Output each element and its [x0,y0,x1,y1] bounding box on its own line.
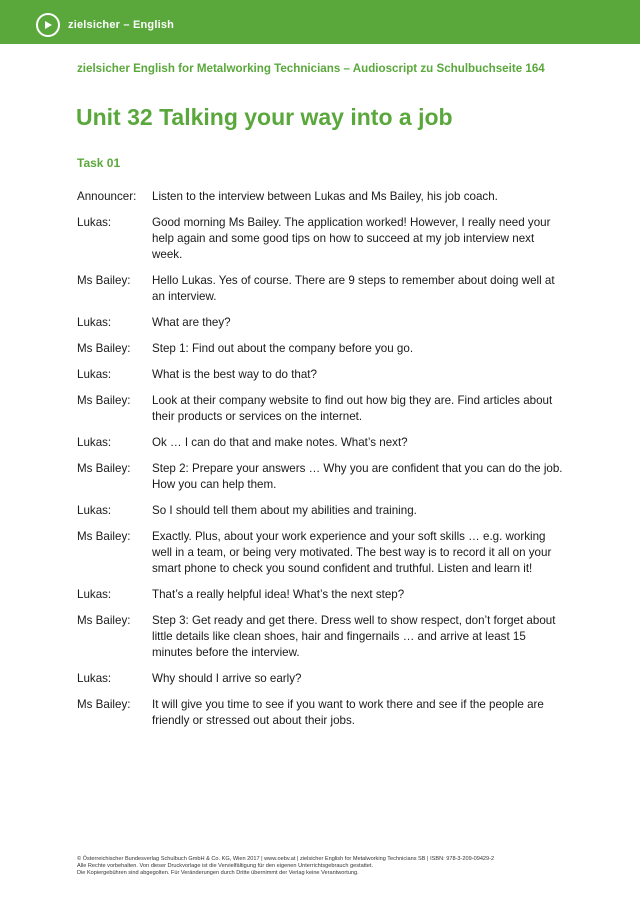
dialogue-line [77,273,567,305]
task-label: Task 01 [77,156,121,170]
dialogue-line [77,215,567,263]
speaker-name: Lukas: [77,216,112,229]
dialogue-line [77,587,567,603]
utterance-text: Look at their company website to find out how big they are. Find articles about their products or services on the internet. [152,394,553,423]
utterance-text: Ok … I can do that and make notes. What’s next? [152,436,408,449]
dialogue-line [77,697,567,729]
speaker-name: Ms Bailey: [77,274,131,287]
utterance-text: Why should I arrive so early? [152,672,302,685]
copyright-footer [77,856,577,878]
speaker-name: Lukas: [77,672,112,685]
brand-logo [36,12,174,38]
speaker-name: Announcer: [77,190,137,203]
utterance-text: Hello Lukas. Yes of course. There are 9 steps to remember about doing well at an interview. [152,274,555,303]
logo-text: zielsicher – English [68,19,175,31]
dialogue-line [77,435,567,451]
dialogue-line [77,503,567,519]
utterance-text: Step 2: Prepare your answers … Why you are confident that you can do the job. How you can help them. [152,462,563,491]
dialogue-line [77,341,567,357]
footer-line: Die Kopiergebühren sind abgegolten. Für Veränderungen durch Dritte übernimmt der Verlag keine Verantwortung. [77,870,359,877]
speaker-name: Lukas: [77,436,112,449]
speaker-name: Ms Bailey: [77,614,131,627]
footer-line: © Österreichischer Bundesverlag Schulbuch GmbH & Co. KG, Wien 2017 | www.oebv.at | zielsicher English for Metalworking Technicians SB | ISBN: 978-3-209-09429-2 [77,856,495,862]
dialogue-line [77,529,567,577]
footer-line: Alle Rechte vorbehalten. Von dieser Druckvorlage ist die Vervielfältigung für den eigenen Unterrichtsgebrauch gestattet. [77,863,374,870]
utterance-text: Exactly. Plus, about your work experience and your soft skills … e.g. working well in a team, or being very motivated. The best way is to record it all on your smart phone to check you sound confident and truthful. Listen and learn it! [152,530,552,575]
dialogue-line [77,461,567,493]
dialogue-line [77,315,567,331]
speaker-name: Lukas: [77,588,112,601]
utterance-text: Step 3: Get ready and get there. Dress well to show respect, don’t forget about little details like clean shoes, hair and fingernails … and arrive at least 15 minutes before the interview. [152,614,556,659]
utterance-text: That’s a really helpful idea! What’s the next step? [152,588,405,601]
dialogue-line [77,671,567,687]
speaker-name: Ms Bailey: [77,462,131,475]
play-icon [36,13,60,37]
dialogue-line [77,367,567,383]
dialogue-line [77,393,567,425]
utterance-text: What is the best way to do that? [152,368,317,381]
speaker-name: Ms Bailey: [77,342,131,355]
speaker-name: Ms Bailey: [77,394,131,407]
header-dotted-edge [0,40,640,46]
speaker-name: Ms Bailey: [77,698,131,711]
utterance-text: So I should tell them about my abilities and training. [152,504,417,517]
utterance-text: Good morning Ms Bailey. The application worked! However, I really need your help again and some good tips on how to succeed at my job interview next week. [152,216,551,261]
speaker-name: Lukas: [77,504,112,517]
speaker-name: Ms Bailey: [77,530,131,543]
document-subtitle: zielsicher English for Metalworking Technicians – Audioscript zu Schulbuchseite 164 [77,62,545,75]
speaker-name: Lukas: [77,368,112,381]
dialogue-line [77,613,567,661]
utterance-text: Listen to the interview between Lukas and Ms Bailey, his job coach. [152,190,498,203]
utterance-text: What are they? [152,316,231,329]
speaker-name: Lukas: [77,316,112,329]
utterance-text: Step 1: Find out about the company before you go. [152,342,414,355]
dialogue-line [77,189,567,205]
page-title: Unit 32 Talking your way into a job [76,104,453,130]
utterance-text: It will give you time to see if you want to work there and see if the people are friendly or stressed out about their jobs. [152,698,544,727]
dialogue-script [77,189,567,739]
